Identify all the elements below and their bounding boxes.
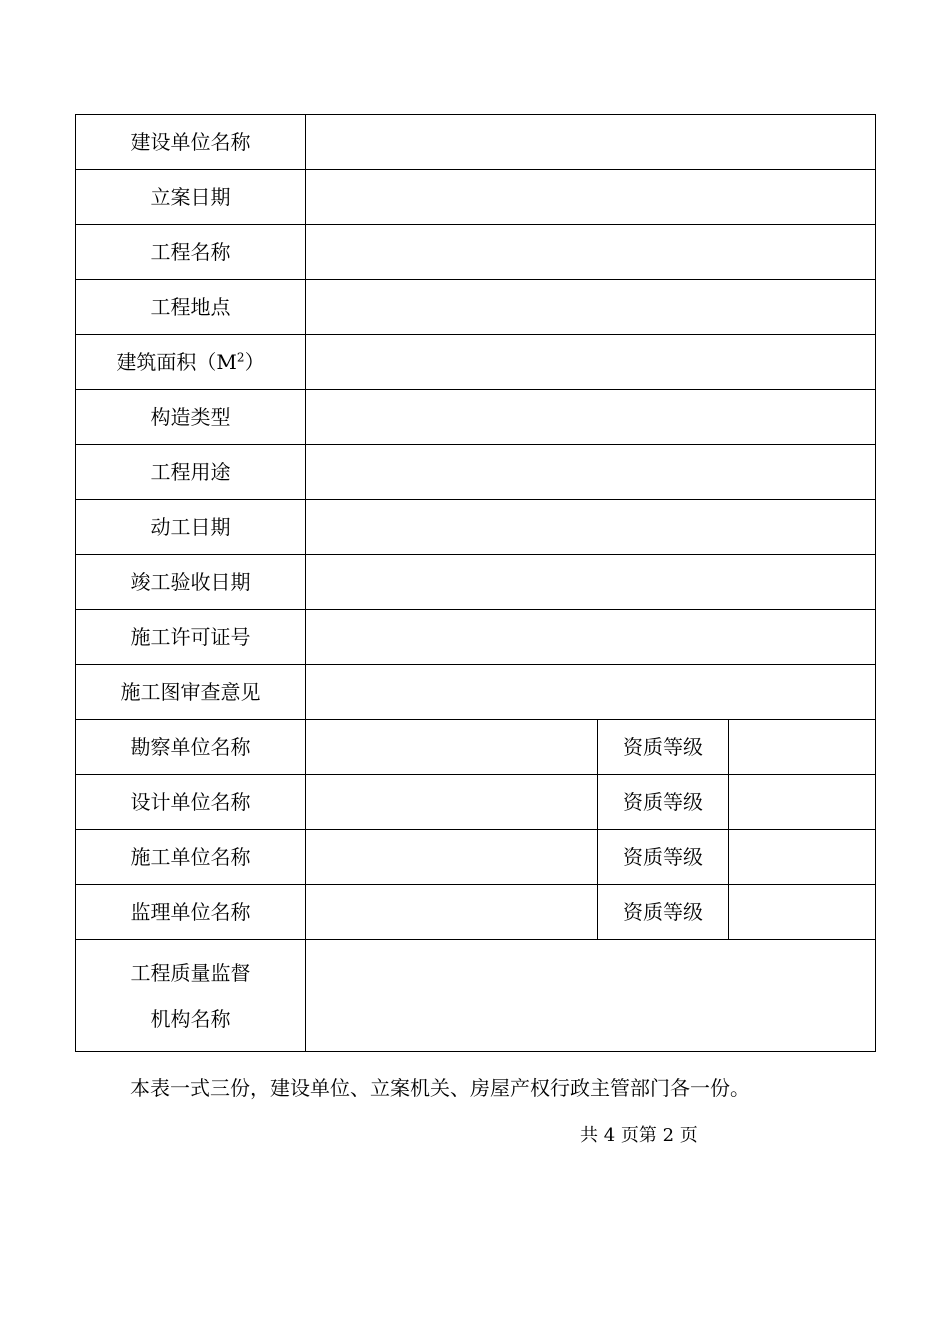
field-value-project-usage[interactable] [306, 445, 876, 500]
field-label-building-area [76, 335, 306, 390]
field-label-developer-name: 建设单位名称 [76, 115, 306, 170]
field-label-drawing-review: 施工图审查意见 [76, 665, 306, 720]
field-value-start-date[interactable] [306, 500, 876, 555]
form-row-permit-number [76, 610, 876, 665]
copies-note: 本表一式三份，建设单位、立案机关、房屋产权行政主管部门各一份。 [130, 1076, 750, 1100]
form-row-design-unit [76, 775, 876, 830]
field-value-structure-type[interactable] [306, 390, 876, 445]
form-row-survey-unit [76, 720, 876, 775]
form-row-start-date [76, 500, 876, 555]
building-area-label-superscript: 2 [236, 350, 245, 365]
form-row-acceptance-date [76, 555, 876, 610]
field-value-project-location[interactable] [306, 280, 876, 335]
field-label-filing-date: 立案日期 [76, 170, 306, 225]
field-value-supervision-qualification[interactable] [729, 885, 876, 940]
field-label-construction-qualification: 资质等级 [598, 830, 729, 885]
field-value-design-qualification[interactable] [729, 775, 876, 830]
field-label-project-usage: 工程用途 [76, 445, 306, 500]
field-label-acceptance-date: 竣工验收日期 [76, 555, 306, 610]
field-value-permit-number[interactable] [306, 610, 876, 665]
field-label-design-unit: 设计单位名称 [76, 775, 306, 830]
quality-supervision-label-line2: 机构名称 [150, 1006, 231, 1031]
field-value-quality-supervision-agency[interactable] [306, 940, 876, 1052]
form-row-structure-type [76, 390, 876, 445]
field-value-construction-qualification[interactable] [729, 830, 876, 885]
field-label-start-date: 动工日期 [76, 500, 306, 555]
form-row-project-location [76, 280, 876, 335]
form-row-project-usage [76, 445, 876, 500]
building-area-label-text: 建筑面积（M [116, 350, 237, 374]
field-label-construction-unit: 施工单位名称 [76, 830, 306, 885]
quality-supervision-label-block [131, 950, 251, 1042]
field-label-design-qualification: 资质等级 [598, 775, 729, 830]
field-value-acceptance-date[interactable] [306, 555, 876, 610]
field-value-survey-qualification[interactable] [729, 720, 876, 775]
field-value-project-name[interactable] [306, 225, 876, 280]
field-label-survey-qualification: 资质等级 [598, 720, 729, 775]
field-label-project-location: 工程地点 [76, 280, 306, 335]
quality-supervision-label-line1: 工程质量监督 [130, 960, 251, 985]
form-row-construction-unit [76, 830, 876, 885]
field-value-supervision-unit[interactable] [306, 885, 598, 940]
form-row-drawing-review [76, 665, 876, 720]
form-row-supervision-unit [76, 885, 876, 940]
field-value-drawing-review[interactable] [306, 665, 876, 720]
form-row-building-area [76, 335, 876, 390]
field-value-survey-unit[interactable] [306, 720, 598, 775]
field-label-quality-supervision-agency [76, 940, 306, 1052]
field-label-structure-type: 构造类型 [76, 390, 306, 445]
field-value-developer-name[interactable] [306, 115, 876, 170]
form-row-developer-name [76, 115, 876, 170]
form-row-quality-supervision-agency [76, 940, 876, 1052]
field-label-permit-number: 施工许可证号 [76, 610, 306, 665]
project-registration-form [75, 114, 876, 1052]
field-value-construction-unit[interactable] [306, 830, 598, 885]
page-number: 共 4 页第 2 页 [580, 1125, 698, 1146]
building-area-label-close: ） [244, 350, 265, 374]
field-value-design-unit[interactable] [306, 775, 598, 830]
form-row-filing-date [76, 170, 876, 225]
field-value-building-area[interactable] [306, 335, 876, 390]
field-label-project-name: 工程名称 [76, 225, 306, 280]
form-row-project-name [76, 225, 876, 280]
field-label-supervision-unit: 监理单位名称 [76, 885, 306, 940]
field-label-supervision-qualification: 资质等级 [598, 885, 729, 940]
field-label-survey-unit: 勘察单位名称 [76, 720, 306, 775]
field-value-filing-date[interactable] [306, 170, 876, 225]
